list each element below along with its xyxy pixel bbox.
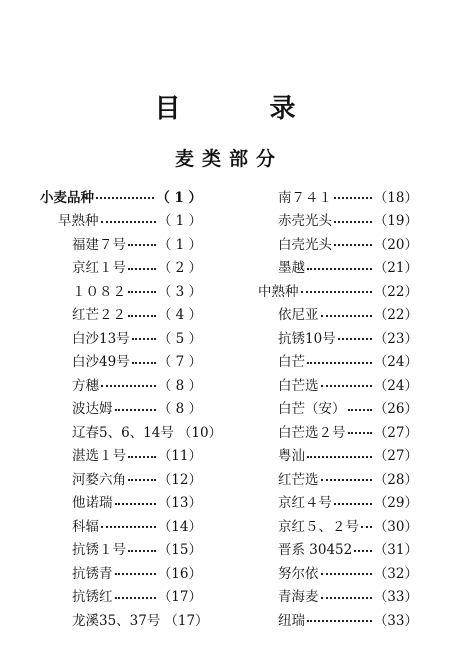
toc-entry-label: 波达姆 <box>72 401 113 418</box>
toc-entry <box>246 278 418 302</box>
dot-leader <box>321 313 372 317</box>
toc-entry-page: （19） <box>373 213 418 230</box>
toc-entry <box>246 372 418 396</box>
dot-leader <box>128 313 156 317</box>
dot-leader <box>128 548 156 552</box>
dot-leader <box>128 289 156 293</box>
dot-leader <box>348 407 372 411</box>
toc-entry <box>246 325 418 349</box>
dot-leader <box>321 571 372 575</box>
toc-entry-page: （32） <box>373 565 418 582</box>
toc-entry-label: 抗锈青 <box>72 565 113 582</box>
toc-right-column <box>246 184 418 631</box>
toc-entry-page: （22） <box>373 283 418 300</box>
toc-entry <box>246 466 418 490</box>
toc-entry-page: （22） <box>373 307 418 324</box>
toc-entry-label: 白壳光头 <box>278 236 332 253</box>
toc-entry <box>40 490 202 514</box>
dot-leader <box>307 618 372 622</box>
toc-entry-label: 京红４号 <box>278 495 332 512</box>
toc-entry-page: （33） <box>373 589 418 606</box>
toc-entry-page: （17） <box>164 612 209 629</box>
section-subtitle: 麦类部分 <box>174 148 283 170</box>
toc-entry-label: 纽瑞 <box>278 612 305 629</box>
toc-entry-label: 抗锈１号 <box>72 542 126 559</box>
dot-leader <box>321 477 372 481</box>
toc-entry-label: 红芒选 <box>278 471 319 488</box>
dot-leader <box>307 266 372 270</box>
toc-entry-label: 湛选１号 <box>72 448 126 465</box>
dot-leader <box>132 360 156 364</box>
toc-entry-label: 青海麦 <box>278 589 319 606</box>
toc-entry-label: 中熟种 <box>258 283 299 300</box>
toc-entry-label: 红芒２２ <box>72 307 126 324</box>
toc-entry <box>40 325 202 349</box>
toc-entry <box>246 231 418 255</box>
toc-entry-label: 白芒选 <box>278 377 319 394</box>
toc-entry <box>40 396 202 420</box>
toc-entry-page: （17） <box>157 589 202 606</box>
dot-leader <box>321 595 372 599</box>
dot-leader <box>354 548 372 552</box>
toc-entry-label: 方穗 <box>72 377 99 394</box>
toc-entry-page: （ 7 ） <box>157 354 202 371</box>
dot-leader <box>115 595 156 599</box>
dot-leader <box>132 336 156 340</box>
toc-entry <box>40 208 202 232</box>
toc-entry-label: 福建７号 <box>72 236 126 253</box>
toc-entry-page: （15） <box>157 542 202 559</box>
toc-entry <box>246 302 418 326</box>
dot-leader <box>348 430 372 434</box>
toc-entry-label: 小麦品种 <box>40 189 94 206</box>
toc-entry-page: （ 3 ） <box>157 283 202 300</box>
toc-entry-label: 抗锈10号 <box>278 330 336 347</box>
toc-entry <box>40 466 202 490</box>
toc-entry-page: （24） <box>373 354 418 371</box>
toc-entry-page: （ 8 ） <box>157 401 202 418</box>
dot-leader <box>128 242 156 246</box>
toc-entry-page: （14） <box>157 518 202 535</box>
toc-entry-label: 抗锈红 <box>72 589 113 606</box>
toc-left-column <box>40 184 223 631</box>
toc-entry <box>246 349 418 373</box>
toc-entry <box>246 208 418 232</box>
dot-leader <box>334 219 372 223</box>
toc-entry-page: （23） <box>373 330 418 347</box>
dot-leader <box>101 219 156 223</box>
toc-entry-label: 河婺六角 <box>72 471 126 488</box>
toc-entry-page: （12） <box>157 471 202 488</box>
toc-entry-label: 白沙13号 <box>72 330 130 347</box>
dot-leader <box>321 383 372 387</box>
toc-entry-page: （20） <box>373 236 418 253</box>
toc-entry-label: １０８２ <box>72 283 126 300</box>
toc-entry-page: （33） <box>373 612 418 629</box>
toc-entry <box>246 490 418 514</box>
toc-entry <box>40 184 202 208</box>
toc-entry-page: （11） <box>157 448 202 465</box>
toc-entry-label: 白芒（安） <box>278 401 346 418</box>
dot-leader <box>96 195 154 199</box>
toc-entry-page: （28） <box>373 471 418 488</box>
toc-entry-page: （ 5 ） <box>157 330 202 347</box>
dot-leader <box>101 524 156 528</box>
toc-entry-page: （27） <box>373 448 418 465</box>
toc-entry-page: （10） <box>177 424 223 441</box>
toc-entry <box>246 255 418 279</box>
toc-entry <box>40 349 202 373</box>
toc-entry-page: （13） <box>157 495 202 512</box>
toc-entry-label: 白芒选２号 <box>278 424 346 441</box>
toc-entry <box>40 513 202 537</box>
toc-entry-label: 白芒 <box>278 354 305 371</box>
toc-entry <box>40 419 223 443</box>
toc-entry <box>246 419 418 443</box>
dot-leader <box>307 360 372 364</box>
toc-entry-label: 他诺瑞 <box>72 495 113 512</box>
toc-entry <box>40 443 202 467</box>
toc-entry-page: （ 2 ） <box>157 260 202 277</box>
toc-entry-page: （30） <box>373 518 418 535</box>
toc-entry <box>246 184 418 208</box>
toc-entry <box>40 372 202 396</box>
toc-entry <box>246 537 418 561</box>
toc-entry-page: （21） <box>373 260 418 277</box>
toc-entry-label: 辽春5、6、14号 <box>72 424 174 441</box>
toc-entry <box>40 255 202 279</box>
toc-entry <box>246 607 418 631</box>
toc-entry-label: 科辐 <box>72 518 99 535</box>
toc-entry <box>40 560 202 584</box>
toc-entry <box>40 584 202 608</box>
toc-entry <box>246 396 418 420</box>
toc-entry-page: （18） <box>373 189 418 206</box>
toc-entry <box>40 231 202 255</box>
toc-entry <box>246 560 418 584</box>
dot-leader <box>338 336 372 340</box>
toc-entry-label: 南７４１ <box>278 189 332 206</box>
toc-entry-page: （ 1 ） <box>157 236 202 253</box>
dot-leader <box>361 524 372 528</box>
toc-entry-page: （ 4 ） <box>157 307 202 324</box>
toc-entry-page: （ 1 ） <box>156 189 202 206</box>
toc-entry <box>40 537 202 561</box>
dot-leader <box>128 454 156 458</box>
toc-entry-label: 京红１号 <box>72 260 126 277</box>
toc-entry <box>40 278 202 302</box>
dot-leader <box>115 571 156 575</box>
toc-entry-page: （29） <box>373 495 418 512</box>
toc-entry-page: （ 8 ） <box>157 377 202 394</box>
dot-leader <box>101 383 156 387</box>
toc-entry-label: 墨越 <box>278 260 305 277</box>
toc-entry-page: （26） <box>373 401 418 418</box>
toc-entry-page: （27） <box>373 424 418 441</box>
toc-entry <box>246 584 418 608</box>
dot-leader <box>128 477 156 481</box>
dot-leader <box>115 407 156 411</box>
toc-entry-label: 早熟种 <box>58 213 99 230</box>
toc-entry <box>246 513 418 537</box>
toc-entry-label: 龙溪35、37号 <box>72 612 161 629</box>
toc-entry-page: （24） <box>373 377 418 394</box>
toc-entry <box>246 443 418 467</box>
toc-entry-label: 晋系 30452 <box>278 542 353 559</box>
dot-leader <box>334 242 372 246</box>
toc-entry-label: 粤汕 <box>278 448 305 465</box>
dot-leader <box>334 195 372 199</box>
toc-entry-page: （ 1 ） <box>157 213 202 230</box>
dot-leader <box>115 501 156 505</box>
dot-leader <box>307 454 372 458</box>
toc-entry-label: 赤壳光头 <box>278 213 332 230</box>
dot-leader <box>128 266 156 270</box>
toc-entry-page: （31） <box>373 542 418 559</box>
toc-entry <box>40 607 209 631</box>
page-title: 目 录 <box>154 94 336 124</box>
toc-entry-label: 白沙49号 <box>72 354 130 371</box>
toc-entry-page: （16） <box>157 565 202 582</box>
dot-leader <box>334 501 372 505</box>
toc-entry-label: 依尼亚 <box>278 307 319 324</box>
toc-entry-label: 努尔依 <box>278 565 319 582</box>
dot-leader <box>301 289 372 293</box>
toc-entry-label: 京红５、２号 <box>278 518 359 535</box>
toc-entry <box>40 302 202 326</box>
